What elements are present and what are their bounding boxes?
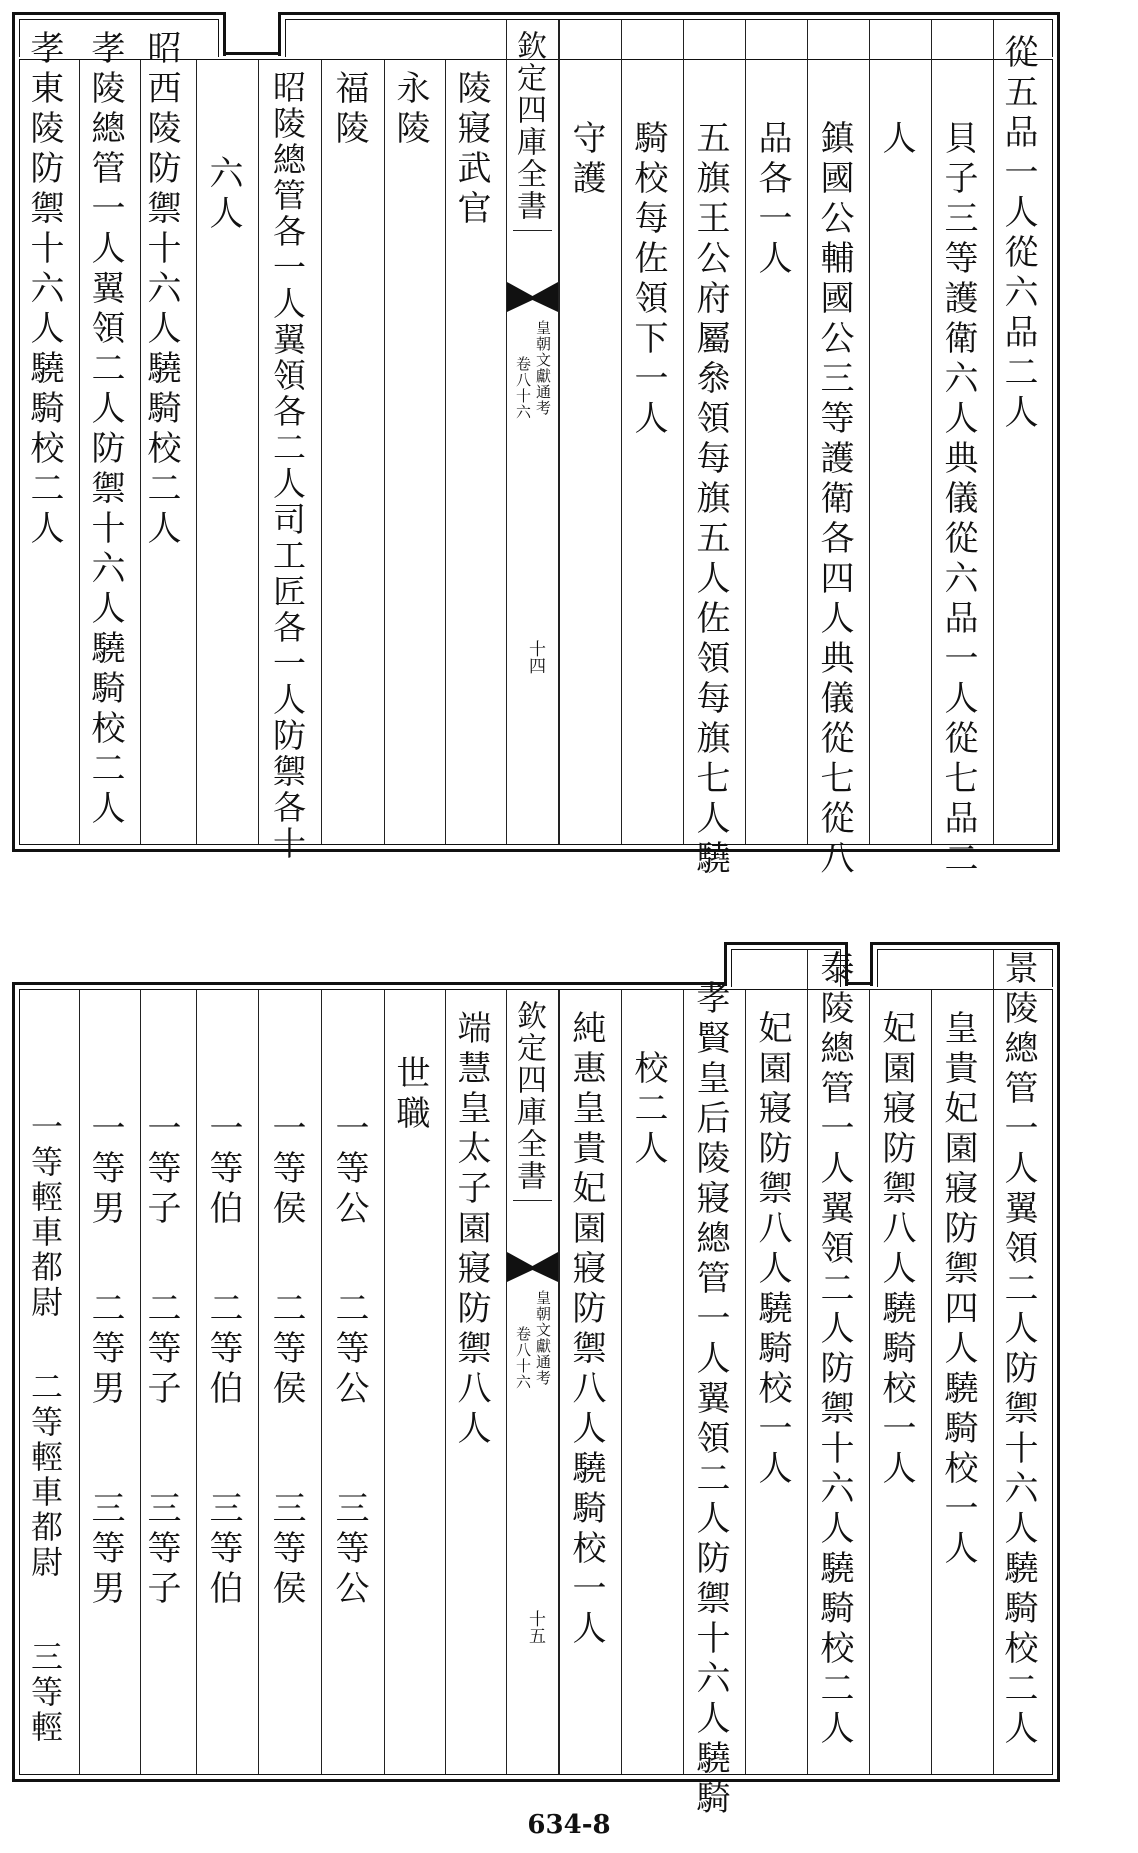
bottom-col-10-part-1: 二等公 xyxy=(329,1290,369,1410)
bottom-col-1-text: 皇貴妃園寢防禦四人驍騎校一人 xyxy=(938,1010,978,1570)
top-col-2 xyxy=(869,20,931,844)
top-center-fold xyxy=(506,20,559,844)
top-col-10 xyxy=(321,60,384,844)
bottom-col-11-part-1: 二等侯 xyxy=(266,1290,306,1410)
bottom-col-7 xyxy=(559,990,621,1774)
top-col-4-text: 品各一人 xyxy=(752,120,792,280)
top-col-1-text: 貝子三等護衛六人典儀從六品一人從七品二 xyxy=(938,120,978,880)
bottom-col-3-text: 泰陵總管一人翼領二人防禦十六人驍騎校二人 xyxy=(814,950,854,1750)
top-col-7 xyxy=(559,20,621,844)
bottom-col-10-part-2: 三等公 xyxy=(329,1490,369,1610)
bottom-folio: 十五 xyxy=(525,1610,545,1644)
top-col-14 xyxy=(79,30,140,844)
bottom-col-15-part-1: 二等輕車都尉 xyxy=(26,1370,64,1580)
top-col-14-text: 孝陵總管一人翼領二人防禦十六人驍騎校二人 xyxy=(85,30,125,830)
bottom-fish-tail-icon xyxy=(507,1252,558,1282)
bottom-col-8 xyxy=(445,990,506,1774)
top-col-6-text: 騎校每佐領下一人 xyxy=(628,120,668,440)
bottom-col-15 xyxy=(20,990,79,1774)
top-col-3 xyxy=(807,20,869,880)
top-col-8-text: 陵寢武官 xyxy=(451,70,491,230)
top-col-0-text: 從五品一人從六品二人 xyxy=(998,34,1038,434)
bottom-col-4 xyxy=(745,990,807,1774)
bottom-center-fold xyxy=(506,990,559,1774)
bottom-col-12 xyxy=(196,990,258,1774)
bottom-col-2 xyxy=(869,990,931,1774)
bottom-col-0-text: 景陵總管一人翼領二人防禦十六人驍騎校二人 xyxy=(998,950,1038,1750)
top-col-2-text: 人 xyxy=(876,120,916,160)
bottom-col-13-part-1: 二等子 xyxy=(141,1290,181,1410)
bottom-col-10 xyxy=(321,990,384,1774)
bottom-col-13-part-2: 三等子 xyxy=(141,1490,181,1610)
top-page xyxy=(12,12,1060,880)
bottom-col-6-text: 校二人 xyxy=(628,1050,668,1170)
top-col-11 xyxy=(258,60,321,862)
bottom-col-0 xyxy=(993,950,1053,1774)
top-subtitle-2: 卷八十六 xyxy=(514,356,532,420)
top-col-8 xyxy=(445,60,506,844)
bottom-col-11 xyxy=(258,990,321,1774)
bottom-col-10-part-0: 一等公 xyxy=(329,1110,369,1230)
bottom-subtitle-1: 皇朝文獻通考 xyxy=(534,1290,552,1386)
top-col-4 xyxy=(745,20,807,844)
top-col-1 xyxy=(931,20,993,880)
bottom-col-12-part-0: 一等伯 xyxy=(203,1110,243,1230)
top-col-0 xyxy=(993,20,1053,844)
bottom-col-14-part-0: 一等男 xyxy=(85,1110,125,1230)
page-number-footer: 634-8 xyxy=(527,1810,611,1840)
bottom-col-12-part-1: 二等伯 xyxy=(203,1290,243,1410)
top-col-3-text: 鎮國公輔國公三等護衛各四人典儀從七從八 xyxy=(814,120,854,880)
top-fish-tail-icon xyxy=(507,282,558,312)
bottom-col-9 xyxy=(384,990,445,1774)
top-col-5-text: 五旗王公府屬叅領每旗五人佐領每旗七人驍 xyxy=(690,120,730,880)
bottom-col-4-text: 妃園寢防禦八人驍騎校一人 xyxy=(752,1010,792,1490)
bottom-col-13-part-0: 一等子 xyxy=(141,1110,181,1230)
top-col-12-text: 六人 xyxy=(203,155,243,235)
bottom-col-7-text: 純惠皇貴妃園寢防禦八人驍騎校一人 xyxy=(566,1010,606,1650)
bottom-col-11-part-2: 三等侯 xyxy=(266,1490,306,1610)
bottom-col-13 xyxy=(140,990,196,1774)
bottom-col-5 xyxy=(683,980,745,1820)
bottom-col-5-text: 孝賢皇后陵寢總管一人翼領二人防禦十六人驍騎 xyxy=(690,980,730,1820)
bottom-col-14-part-2: 三等男 xyxy=(85,1490,125,1610)
top-book-title: 欽定四庫全書 xyxy=(513,30,552,231)
top-col-11-text: 昭陵總管各一人翼領各二人司工匠各一人防禦各十 xyxy=(268,70,307,862)
top-col-7-text: 守護 xyxy=(566,120,606,200)
top-col-5 xyxy=(683,20,745,880)
top-col-15-text: 孝東陵防禦十六人驍騎校二人 xyxy=(24,30,64,550)
bottom-subtitle-2: 卷八十六 xyxy=(514,1326,532,1390)
bottom-col-3 xyxy=(807,950,869,1774)
bottom-col-14-part-1: 二等男 xyxy=(85,1290,125,1410)
top-col-9-text: 永陵 xyxy=(390,70,430,150)
top-col-9 xyxy=(384,60,445,844)
bottom-book-title: 欽定四庫全書 xyxy=(513,1000,552,1201)
top-col-6 xyxy=(621,20,683,844)
top-col-13 xyxy=(140,30,196,844)
top-col-15 xyxy=(20,30,79,844)
top-folio: 十四 xyxy=(525,640,545,674)
bottom-col-11-part-0: 一等侯 xyxy=(266,1110,306,1230)
bottom-col-15-part-2: 三等輕 xyxy=(26,1640,64,1745)
bottom-col-12-part-2: 三等伯 xyxy=(203,1490,243,1610)
top-col-12 xyxy=(196,60,258,844)
bottom-col-8-text: 端慧皇太子園寢防禦八人 xyxy=(451,1010,491,1450)
top-col-10-text: 福陵 xyxy=(329,70,369,150)
bottom-col-6 xyxy=(621,990,683,1774)
bottom-col-15-part-0: 一等輕車都尉 xyxy=(26,1110,64,1320)
bottom-col-2-text: 妃園寢防禦八人驍騎校一人 xyxy=(876,1010,916,1490)
bottom-col-9-text: 世職 xyxy=(390,1055,430,1135)
top-subtitle-1: 皇朝文獻通考 xyxy=(534,320,552,416)
bottom-page xyxy=(12,942,1060,1820)
bottom-col-14 xyxy=(79,990,140,1774)
top-col-13-text: 昭西陵防禦十六人驍騎校二人 xyxy=(141,30,181,550)
bottom-col-1 xyxy=(931,990,993,1774)
